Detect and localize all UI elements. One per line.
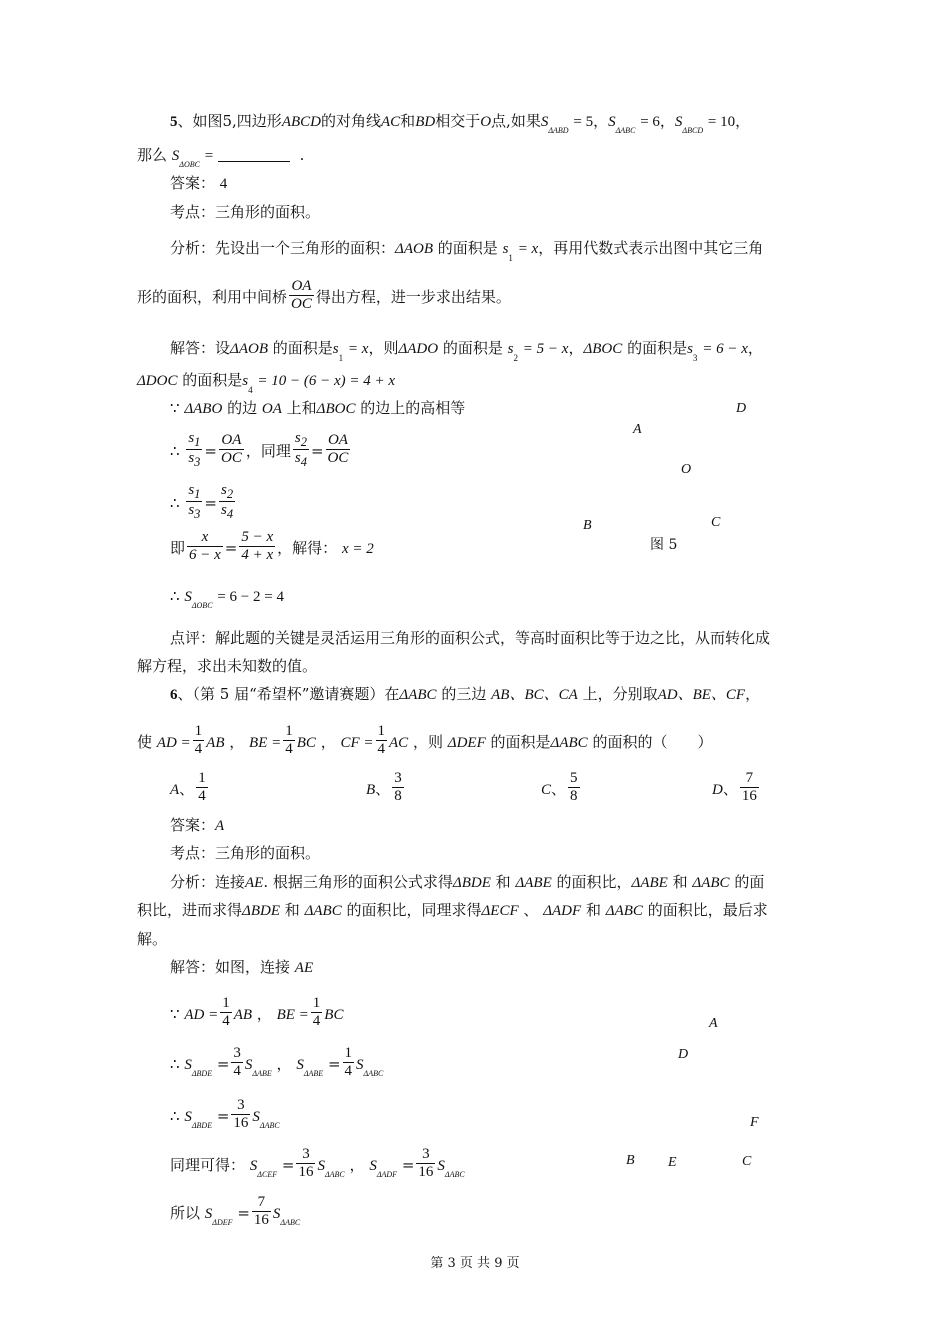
fig5-label-b: B <box>583 518 592 533</box>
q5-solution-line1: 解答：设ΔAOB 的面积是$s_1 = x$，则ΔADO 的面积是 $s_2 = 5 - x$，ΔBOC 的面积是$s_3 = 6 - x$， <box>170 339 763 363</box>
q5-final-line: ∴ $S_{\Delta OBC} = 6 - 2 = 4$ <box>170 587 284 610</box>
q6-stem-line1: 6、（第 5 届“希望杯”邀请赛题）在ΔABC 的三边 AB、BC、CA 上，分别取AD、BE、CF， <box>170 685 761 703</box>
fig6-label-e: E <box>668 1155 677 1170</box>
fig6-label-d: D <box>678 1047 689 1062</box>
q6-option-d[interactable]: D、 $\frac{7}{16}$ <box>712 770 757 805</box>
q5-ratio-line2: ∴ $\frac{s_1}{s_3}$ = $\frac{s_2}{s_4}$ <box>170 482 234 522</box>
q5-stem-line2: 那么 $S_{\Delta OBC}$ = . <box>137 146 305 169</box>
q5-solution-line2: ΔDOC 的面积是$s_4 = 10 - (6 - x) = 4 + x$ <box>137 371 396 395</box>
q5-kaodian: 考点：三角形的面积。 <box>170 203 321 221</box>
q6-solution-line2: ∵ AD = $\frac{1}{4}$ AB ， BE = $\frac{1}{4}$ BC <box>170 995 344 1030</box>
q6-option-c[interactable]: C、 $\frac{5}{8}$ <box>541 770 578 805</box>
q6-number: 6 <box>170 687 178 703</box>
q6-solution-line5: 同理可得： $S_{\Delta CEF}$ = $\frac{3}{16}$ $S_{\Delta ABC}$ ， $S_{\Delta ADF}$ = $\frac{3}{16}$ $S_{\Delta ABC}$ <box>170 1146 465 1181</box>
q5-number: 5 <box>170 114 178 130</box>
fig6-label-c: C <box>742 1154 752 1169</box>
fig5-label-a: A <box>633 422 642 437</box>
q5-stem-line1: 5、如图5,四边形ABCD的对角线AC和BD相交于O点,如果$S_{\Delta ABD} = 5$，$S_{\Delta ABC} = 6$，$S_{\Delta BCD} = 10$， <box>170 112 751 135</box>
q6-analysis-line2: 积比，进而求得ΔBDE 和 ΔABC 的面积比，同理求得ΔECF 、 ΔADF 和 ΔABC 的面积比，最后求 <box>137 901 768 919</box>
q5-comment-line1: 点评：解此题的关键是灵活运用三角形的面积公式，等高时面积比等于边之比，从而转化成 <box>170 629 771 647</box>
q5-because-line: ∵ ΔABO 的边 OA 上和ΔBOC 的边上的高相等 <box>170 399 466 417</box>
q6-option-b[interactable]: B、 $\frac{3}{8}$ <box>366 770 402 805</box>
q6-analysis-line1: 分析：连接AE. 根据三角形的面积公式求得ΔBDE 和 ΔABE 的面积比，ΔABE 和 ΔABC 的面 <box>170 873 765 891</box>
q5-comment-line2: 解方程，求出未知数的值。 <box>137 657 318 675</box>
fig5-label-c: C <box>711 515 721 530</box>
fig5-caption: 图 5 <box>650 537 678 553</box>
page-footer: 第 3 页 共 9 页 <box>430 1256 520 1271</box>
q6-solution-line1: 解答：如图，连接 AE <box>170 958 314 976</box>
fig5-label-o: O <box>681 462 692 477</box>
q6-answer: 答案：A <box>170 816 225 834</box>
q6-stem-line2: 使 AD = $\frac{1}{4}$ AB ， BE = $\frac{1}{4}$ BC ， CF = $\frac{1}{4}$ AC ，则 ΔDEF 的面积是ΔABC 的面积的（ ） <box>137 723 713 758</box>
q5-equation-line: 即 $\frac{x}{6 - x}$ = $\frac{5 - x}{4 + x}$ ，解得： x = 2 <box>170 529 374 564</box>
fig6-label-b: B <box>626 1153 635 1168</box>
q5-answer: 答案： 4 <box>170 174 228 192</box>
q6-solution-line6: 所以 $S_{\Delta DEF}$ = $\frac{7}{16}$ $S_{\Delta ABC}$ <box>170 1194 301 1229</box>
fig5-label-d: D <box>736 401 747 416</box>
q6-solution-line3: ∴ $S_{\Delta BDE}$ = $\frac{3}{4}$ $S_{\Delta ABE}$ ， $S_{\Delta ABE}$ = $\frac{1}{4}$ $S_{\Delta ABC}$ <box>170 1045 384 1080</box>
fig6-label-f: F <box>750 1115 759 1130</box>
fig6-label-a: A <box>709 1016 718 1031</box>
answer-blank <box>218 161 290 162</box>
q6-solution-line4: ∴ $S_{\Delta BDE}$ = $\frac{3}{16}$ $S_{\Delta ABC}$ <box>170 1097 280 1132</box>
q6-analysis-line3: 解。 <box>137 930 168 948</box>
q5-analysis-line2: 形的面积，利用中间桥 $\frac{OA}{OC}$ 得出方程，进一步求出结果。 <box>137 278 511 313</box>
q5-analysis-line1: 分析：先设出一个三角形的面积：ΔAOB 的面积是 $s_1 = x$，再用代数式表示出图中其它三角 <box>170 239 764 263</box>
q6-kaodian: 考点：三角形的面积。 <box>170 844 321 862</box>
q5-ratio-line1: ∴ $\frac{s_1}{s_3}$ = $\frac{OA}{OC}$ ，同理 $\frac{s_2}{s_4}$ = $\frac{OA}{OC}$ <box>170 430 349 470</box>
q6-option-a[interactable]: A、 $\frac{1}{4}$ <box>170 770 206 805</box>
